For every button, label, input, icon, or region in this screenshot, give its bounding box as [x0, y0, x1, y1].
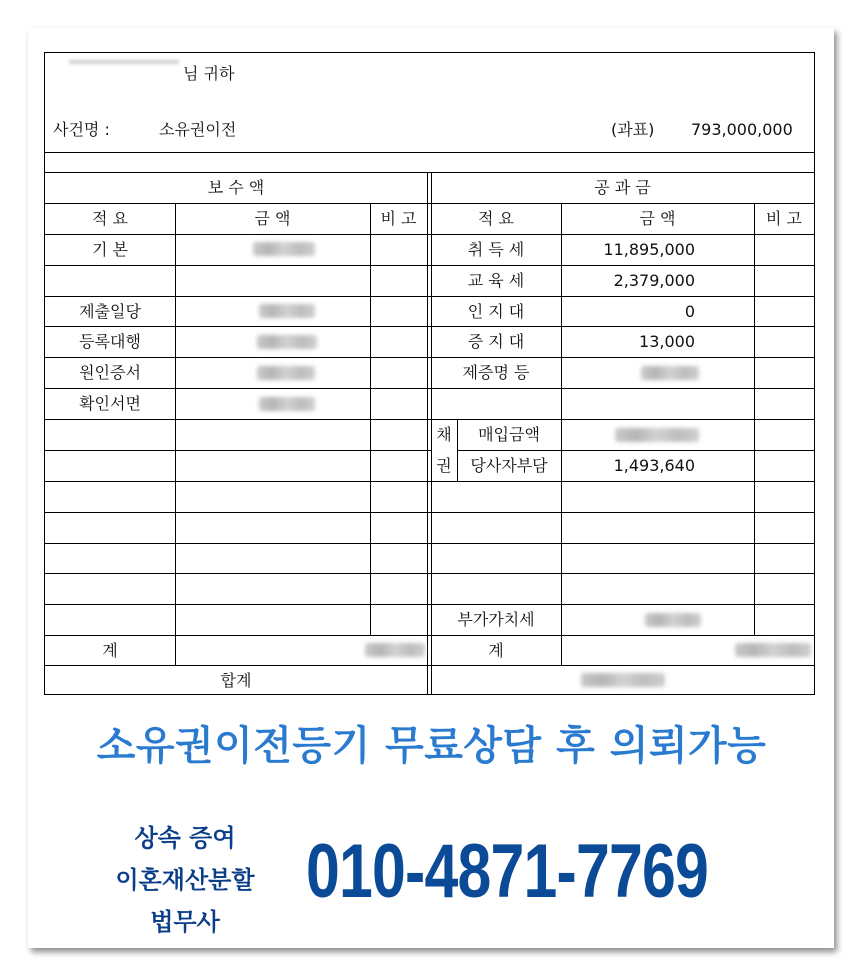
left-col-note: 비 고 — [380, 209, 417, 228]
bond-purchase-label: 매입금액 — [478, 425, 540, 444]
bond-party-label: 당사자부담 — [470, 456, 548, 475]
recipient-suffix: 님 귀하 — [183, 64, 235, 83]
right-row-label: 교 육 세 — [467, 271, 525, 290]
service-line: 이혼재산분할 — [115, 866, 255, 894]
grand-total-label: 합계 — [220, 671, 252, 690]
right-row-label: 제증명 등 — [462, 363, 530, 382]
case-label: 사건명 : — [53, 120, 110, 139]
remuneration-title: 보 수 액 — [207, 178, 265, 197]
bond-char-1: 채 — [436, 425, 452, 444]
service-line: 법무사 — [150, 908, 220, 936]
left-row-label: 확인서면 — [79, 394, 141, 413]
right-row-label: 증 지 대 — [467, 332, 525, 351]
left-row-label: 등록대행 — [79, 332, 141, 351]
vat-label: 부가가치세 — [457, 610, 535, 629]
redacted-amount — [581, 673, 665, 687]
redacted-amount — [253, 242, 315, 256]
right-row-amount: 2,379,000 — [613, 271, 695, 290]
right-total-label: 계 — [488, 641, 504, 660]
left-row-label: 기 본 — [92, 240, 128, 259]
fee-statement-table — [44, 52, 815, 695]
tax-base-label: (과표) — [611, 120, 655, 139]
right-row-amount: 11,895,000 — [603, 240, 695, 259]
redacted-amount — [259, 397, 315, 411]
service-line: 상속 증여 — [134, 824, 236, 852]
right-col-note: 비 고 — [766, 209, 802, 228]
left-col-amount: 금 액 — [254, 209, 291, 228]
public-charges-title: 공 과 금 — [594, 178, 651, 197]
right-col-amount: 금 액 — [639, 209, 676, 228]
phone-number: 010-4871-7769 — [306, 829, 709, 914]
redacted-amount — [257, 366, 315, 380]
left-col-item: 적 요 — [92, 209, 128, 228]
bond-party-amount: 1,493,640 — [613, 456, 695, 475]
right-row-amount: 13,000 — [639, 332, 695, 351]
consultation-banner: 소유권이전등기 무료상담 후 의뢰가능 — [96, 723, 767, 769]
redacted-amount — [615, 428, 699, 442]
redacted-recipient-name — [69, 60, 179, 64]
right-row-label: 인 지 대 — [467, 302, 525, 321]
right-row-amount: 0 — [684, 302, 695, 321]
bond-char-2: 권 — [436, 456, 452, 475]
left-total-label: 계 — [102, 641, 118, 660]
right-col-item: 적 요 — [478, 209, 514, 228]
redacted-amount — [645, 613, 701, 627]
tax-base-value: 793,000,000 — [691, 120, 793, 139]
redacted-amount — [735, 643, 811, 657]
left-row-label: 원인증서 — [79, 363, 141, 382]
redacted-amount — [365, 643, 425, 657]
redacted-amount — [257, 335, 317, 349]
right-row-label: 취 득 세 — [467, 240, 525, 259]
case-name: 소유권이전 — [159, 120, 237, 139]
left-row-label: 제출일당 — [79, 302, 141, 321]
redacted-amount — [259, 304, 315, 318]
redacted-amount — [641, 366, 699, 380]
